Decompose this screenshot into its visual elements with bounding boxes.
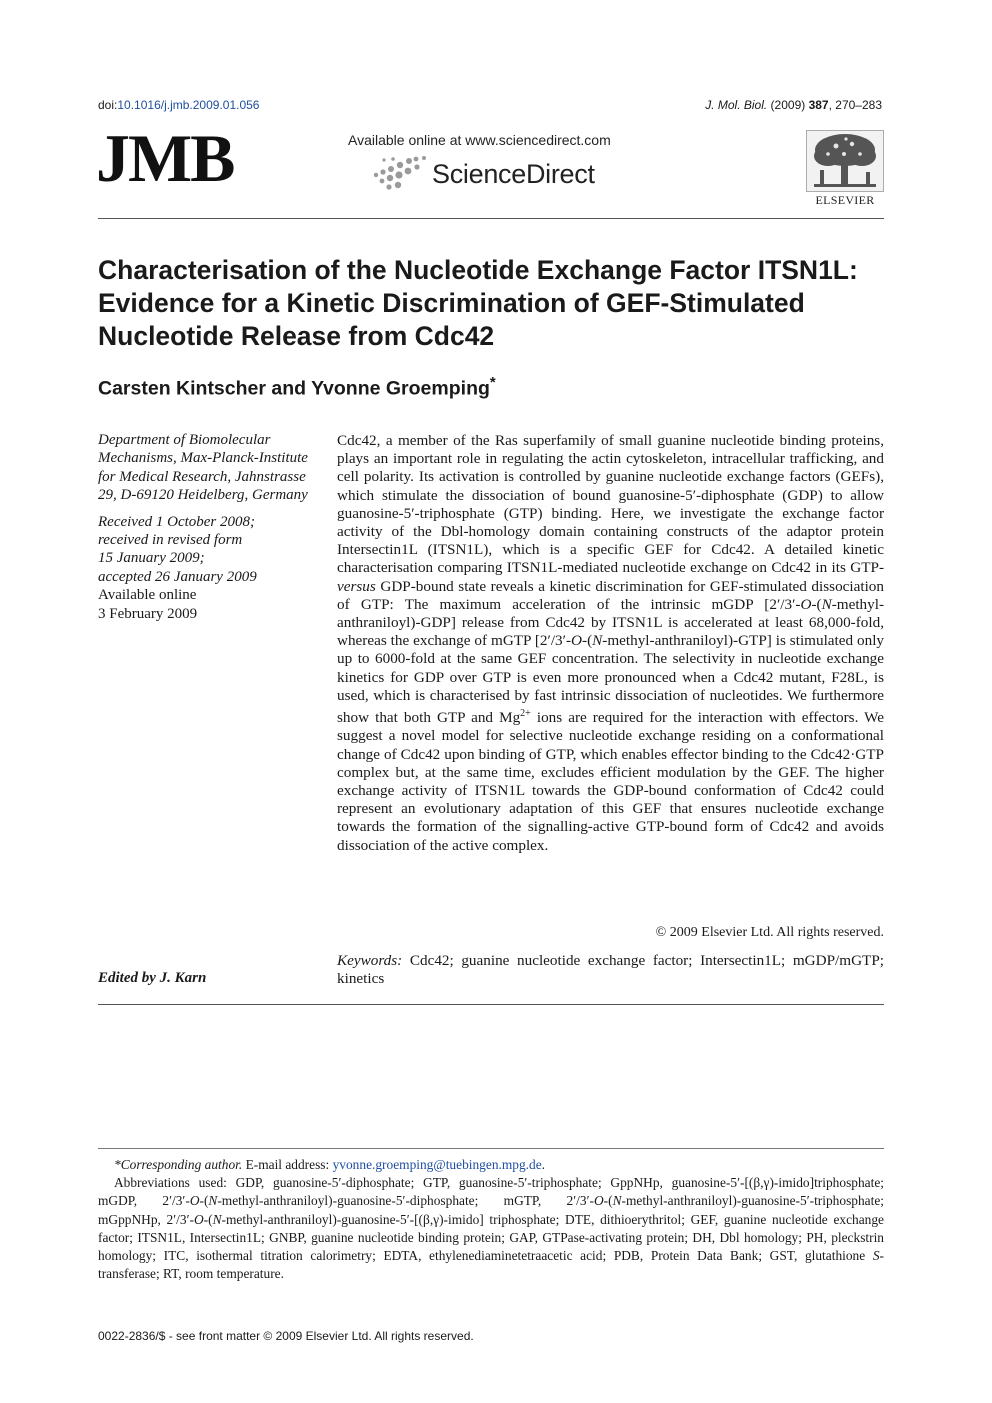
doi	[98, 98, 259, 112]
abstract-text: -methyl-anthraniloyl)-GDP] release from Cdc42 by ITSN1L is accelerated at least 68,000-fold, whereas the exchange of mGTP [2′/3′-	[337, 595, 884, 650]
corresponding-author-note	[98, 1156, 884, 1174]
citation-pages: , 270–283	[828, 98, 882, 112]
footnotes	[98, 1156, 884, 1283]
abbreviations-note	[98, 1174, 884, 1283]
available-online-text: Available online at www.sciencedirect.com	[348, 132, 611, 148]
page-footer: 0022-2836/$ - see front matter © 2009 Elsevier Ltd. All rights reserved.	[98, 1329, 474, 1343]
citation-volume: 387	[808, 98, 829, 112]
abstract-text: ions are required for the interaction with effectors. We suggest a novel model for selective nucleotide exchange residing on a conformational change of Cdc42 upon binding of GTP, which enables effector binding to the Cdc42·GTP complex but, at the same time, excludes efficient modulation by the GEF. The higher exchange activity of ITSN1L towards the GDP-bound conformation of Cdc42 could represent an evolutionary adaptation of this GEF that ensures nucleotide exchange towards the formation of the signalling-active GTP-bound form of Cdc42 and avoids dissociation of the active complex.	[337, 709, 884, 854]
abstract-italic: N	[821, 595, 832, 613]
abstract-italic: N	[592, 632, 603, 650]
journal-abbr: J. Mol. Biol.	[705, 98, 768, 112]
footnote-text: .	[541, 1157, 546, 1172]
footnote-text: -(	[203, 1211, 213, 1227]
article-info-column	[98, 431, 318, 623]
author-names: Carsten Kintscher and Yvonne Groemping	[98, 377, 490, 400]
keywords-list: Cdc42; guanine nucleotide exchange factor; Intersectin1L; mGDP/mGTP; kinetics	[337, 952, 884, 988]
email-link[interactable]: yvonne.groemping@tuebingen.mpg.de	[332, 1157, 542, 1172]
abstract	[337, 432, 884, 855]
received-date: Received 1 October 2008;	[98, 513, 256, 530]
accepted-date: accepted 26 January 2009	[98, 568, 257, 585]
footnote-text: -methyl-anthraniloyl)-guanosine-5′-[(β,γ)-imido] triphosphate; DTE, dithioerythritol; GEF, guanine nucleotide exchange factor; ITSN1L, Intersectin1L; GNBP, guanine nucleotide binding protein; GAP, GTPase-activating protein; DH, Dbl homology; PH, pleckstrin homology; ITC, isothermal titration calorimetry; EDTA, ethylenediaminetetraacetic acid; PDB, Protein Data Bank; GST, glutathione	[98, 1211, 885, 1264]
footnote-text: -methyl-anthraniloyl)-guanosine-5′-triphosphate; mGppNHp, 2′/3′-	[98, 1193, 884, 1227]
revised-date: 15 January 2009;	[98, 550, 205, 567]
header-divider	[98, 218, 884, 219]
abstract-text: GDP-bound state reveals a kinetic discrimination for GEF-stimulated dissociation of GTP: The maximum acceleration of the intrinsic mGDP [2′/3′-	[337, 577, 884, 613]
abstract-superscript: 2+	[520, 708, 531, 720]
footnote-italic: N	[212, 1211, 222, 1227]
elsevier-label: ELSEVIER	[815, 193, 875, 207]
footnote-italic: N	[612, 1193, 622, 1209]
footnote-italic: S	[872, 1248, 880, 1264]
keywords	[337, 952, 884, 988]
doi-prefix: doi:	[98, 98, 118, 112]
footnote-italic: O	[189, 1193, 200, 1209]
corresponding-label: *Corresponding author.	[114, 1157, 243, 1172]
abstract-italic: O	[571, 632, 583, 650]
footnote-text: -(	[603, 1193, 613, 1209]
footnote-italic: N	[208, 1193, 218, 1209]
abstract-text: -(	[582, 632, 593, 650]
corresponding-author-mark[interactable]: *	[489, 374, 496, 391]
abstract-text: -(	[811, 595, 822, 613]
citation-year: (2009)	[767, 98, 809, 112]
article-authors	[98, 374, 496, 401]
footnote-text: -methyl-anthraniloyl)-guanosine-5′-diphosphate; mGTP, 2′/3′-	[217, 1193, 594, 1209]
abstract-copyright: © 2009 Elsevier Ltd. All rights reserved.	[655, 925, 884, 940]
revised-label: received in revised form	[98, 532, 243, 549]
abstract-text: -methyl-anthraniloyl)-GTP] is stimulated only up to 6000-fold at the same GEF concentration. The selectivity in nucleotide exchange kinetics for GDP over GTP is even more pronounced when a Cdc42 mutant, F28L, is used, which is characterised by fast intrinsic dissociation of nucleotides. We furthermore show that both GTP and Mg	[337, 632, 885, 727]
available-online-date: 3 February 2009	[98, 605, 198, 622]
sciencedirect-logo	[372, 154, 595, 194]
footnote-text: -transferase; RT, room temperature.	[98, 1248, 884, 1282]
keywords-label: Keywords:	[337, 952, 403, 969]
journal-citation	[705, 98, 882, 112]
footnote-divider	[98, 1148, 884, 1149]
abstract-italic: O	[800, 595, 812, 613]
footnote-text: -(	[199, 1193, 209, 1209]
edited-by: Edited by J. Karn	[98, 970, 207, 986]
sciencedirect-dots-icon	[372, 155, 430, 193]
email-label: E-mail address:	[242, 1157, 333, 1172]
abstract-text: Cdc42, a member of the Ras superfamily of small guanine nucleotide binding proteins, plays an important role in regulating the actin cytoskeleton, intracellular trafficking, and cell polarity. Its activation is controlled by guanine nucleotide exchange factors (GEFs), which stimulate the dissociation of bound guanosine-5′-diphosphate (GDP) to allow guanosine-5′-triphosphate (GTP) binding. Here, we investigate the exchange factor activity of the Dbl-homology domain containing constructs of the adaptor protein Intersectin1L (ITSN1L), which is a specific GEF for Cdc42. A detailed kinetic characterisation comparing ITSN1L-mediated nucleotide exchange on Cdc42 in its GTP-	[337, 432, 884, 577]
affiliation: Department of Biomolecular Mechanisms, Max-Planck-Institute for Medical Research, Jahnstrasse 29, D-69120 Heidelberg, Germany	[98, 432, 308, 504]
sciencedirect-wordmark: ScienceDirect	[432, 158, 595, 189]
footnote-italic: O	[194, 1211, 204, 1227]
article-title: Characterisation of the Nucleotide Exchange Factor ITSN1L: Evidence for a Kinetic Discrimination of GEF-Stimulated Nucleotide Release from Cdc42	[98, 255, 858, 351]
available-online-label: Available online	[98, 587, 197, 604]
footnote-italic: O	[593, 1193, 604, 1209]
footnote-text: Abbreviations used: GDP, guanosine-5′-diphosphate; GTP, guanosine-5′-triphosphate; GppNHp, guanosine-5′-[(β,γ)-imido]triphosphate; mGDP, 2′/3′-	[98, 1175, 884, 1209]
abstract-divider	[98, 1004, 884, 1005]
abstract-italic: versus	[337, 577, 376, 595]
doi-link[interactable]: 10.1016/j.jmb.2009.01.056	[117, 98, 260, 112]
jmb-logo: JMB	[96, 120, 234, 196]
